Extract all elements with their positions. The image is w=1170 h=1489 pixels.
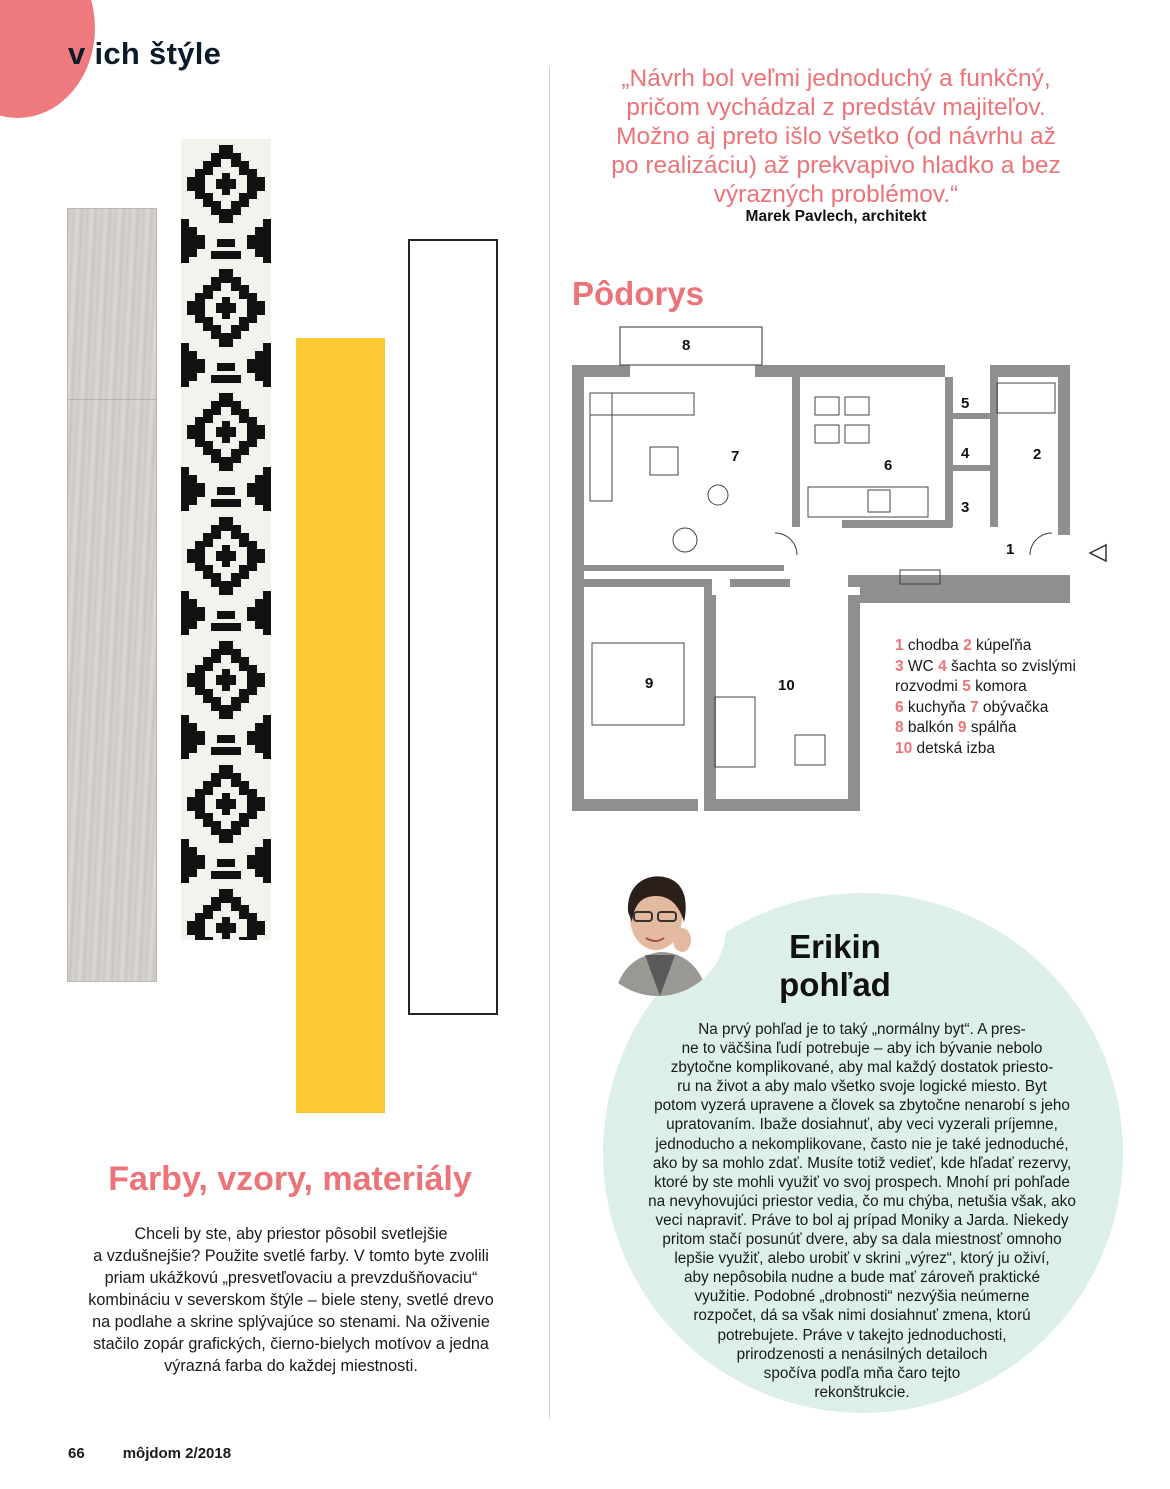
column-divider <box>549 67 550 1419</box>
legend-line: 10 detská izba <box>895 739 995 757</box>
erika-line: ako by sa mohlo zdať. Musíte totiž vedieť, kde hľadať rezervy, <box>652 1154 1072 1172</box>
erika-line: prirodzenosti a nenásilných detailoch <box>736 1345 988 1363</box>
page-footer <box>68 1445 269 1462</box>
erika-line: na nevyhovujúci priestor vedia, čo mu chýba, netušia však, ako <box>648 1192 1076 1210</box>
room-number: 1 <box>1006 541 1015 558</box>
farby-line: stačilo zopár grafických, čierno-bielych motívov a jedna <box>93 1335 489 1353</box>
room-number: 6 <box>884 457 893 474</box>
room-number: 5 <box>961 395 970 412</box>
white-swatch <box>408 239 498 1015</box>
erika-line: pritom stačí posunúť dvere, aby sa dala miestnosť omnoho <box>662 1231 1062 1249</box>
page-number: 66 <box>68 1445 85 1462</box>
farby-line: priam ukážkovú „presvetľovaciu a prevzdušňovaciu“ <box>104 1269 478 1287</box>
room-number: 4 <box>961 445 970 462</box>
wood-swatch <box>67 208 157 982</box>
magazine-issue: môjdom 2/2018 <box>122 1445 232 1462</box>
erika-line: ktoré by ste mohli využiť vo svoj prospech. Mnohí pri pohľade <box>654 1173 1070 1191</box>
quote-line: „Návrh bol veľmi jednoduchý a funkčný, <box>621 65 1051 92</box>
room-number: 3 <box>961 499 970 516</box>
floorplan-legend <box>895 636 1076 760</box>
erika-line: potom vyzerá upravene a človek sa zbytočne nenarobí s jeho <box>654 1097 1070 1115</box>
erika-line: spočíva podľa mňa čaro tejto <box>763 1364 961 1382</box>
erika-title-line: Erikin <box>789 928 881 965</box>
erika-line: využitie. Podobné „drobnosti“ nezvýšia neúmerne <box>694 1288 1030 1306</box>
quote-line: Možno aj preto išlo všetko (od návrhu až <box>616 123 1056 150</box>
erika-line: rekonštrukcie. <box>814 1383 910 1401</box>
farby-text <box>66 1223 516 1377</box>
room-number: 2 <box>1033 446 1042 463</box>
quote-line: výrazných problémov.“ <box>713 181 959 208</box>
erika-line: ne to väčšina ľudí potrebuje – aby ich bývanie nebolo <box>681 1040 1043 1058</box>
legend-line: 1 chodba 2 kúpeľňa <box>895 637 1032 654</box>
erika-line: aby nepôsobila nudne a bude mať zároveň praktické <box>683 1269 1041 1287</box>
floorplan-title: Pôdorys <box>572 275 705 312</box>
erika-text <box>612 1020 1112 1402</box>
legend-line: 3 WC 4 šachta so zvislými <box>895 657 1076 675</box>
erika-line: potrebujete. Práve v takejto jednoduchosti, <box>717 1326 1007 1344</box>
erika-line: rozpočet, dá sa však nimi dosiahnuť zmena, ktorú <box>693 1307 1031 1325</box>
room-number: 7 <box>731 448 740 465</box>
erika-line: lepšie využiť, alebo urobiť v skrini „výrez“, ktorý ju oživí, <box>674 1250 1050 1268</box>
erika-title <box>755 928 915 1004</box>
erika-line: Na prvý pohľad je to taký „normálny byt“. A pres- <box>698 1021 1026 1038</box>
legend-line: 8 balkón 9 spálňa <box>895 719 1017 737</box>
room-number: 8 <box>682 337 691 354</box>
erika-line: upratovaním. Ibaže dosiahnuť, aby veci vyzerali príjemne, <box>666 1116 1058 1134</box>
black-white-pattern-swatch <box>181 139 271 940</box>
farby-line: na podlahe a skrine splývajúce so stenami. Na oživenie <box>92 1313 490 1331</box>
farby-line: kombináciu v severskom štýle – biele steny, svetlé drevo <box>88 1291 494 1309</box>
erika-line: ru na život a aby malo všetko svoje logické miesto. Byt <box>677 1078 1047 1096</box>
legend-line: rozvodmi 5 komora <box>895 678 1027 696</box>
erika-line: zbytočne komplikované, aby mal každý dostatok priesto- <box>670 1059 1054 1077</box>
quote-line: po realizáciu) až prekvapivo hladko a bez <box>611 152 1061 179</box>
wood-plank-seam <box>68 399 156 400</box>
room-number: 10 <box>778 677 795 694</box>
legend-line: 6 kuchyňa 7 obývačka <box>895 698 1049 716</box>
erika-line: veci napraviť. Práve to bol aj prípad Moniky a Jarda. Niekedy <box>655 1211 1069 1229</box>
room-number: 9 <box>645 675 654 692</box>
quote-author: Marek Pavlech, architekt <box>745 208 927 225</box>
erika-title-line: pohľad <box>779 966 891 1003</box>
author-portrait <box>590 860 726 996</box>
farby-line: a vzdušnejšie? Použite svetlé farby. V tomto byte zvolili <box>93 1247 489 1265</box>
farby-line: výrazná farba do každej miestnosti. <box>164 1357 418 1375</box>
architect-quote <box>576 64 1096 209</box>
erika-line: jednoducho a nekomplikovane, často nie je také jednoduché, <box>655 1135 1069 1153</box>
portrait-illustration <box>590 860 726 996</box>
farby-title: Farby, vzory, materiály <box>108 1160 472 1198</box>
yellow-swatch <box>296 338 385 1113</box>
farby-line: Chceli by ste, aby priestor pôsobil svetlejšie <box>134 1225 448 1243</box>
diamond-pattern-graphic <box>181 139 271 940</box>
quote-line: pričom vychádzal z predstáv majiteľov. <box>626 94 1046 121</box>
section-title: v ich štýle <box>68 36 222 71</box>
